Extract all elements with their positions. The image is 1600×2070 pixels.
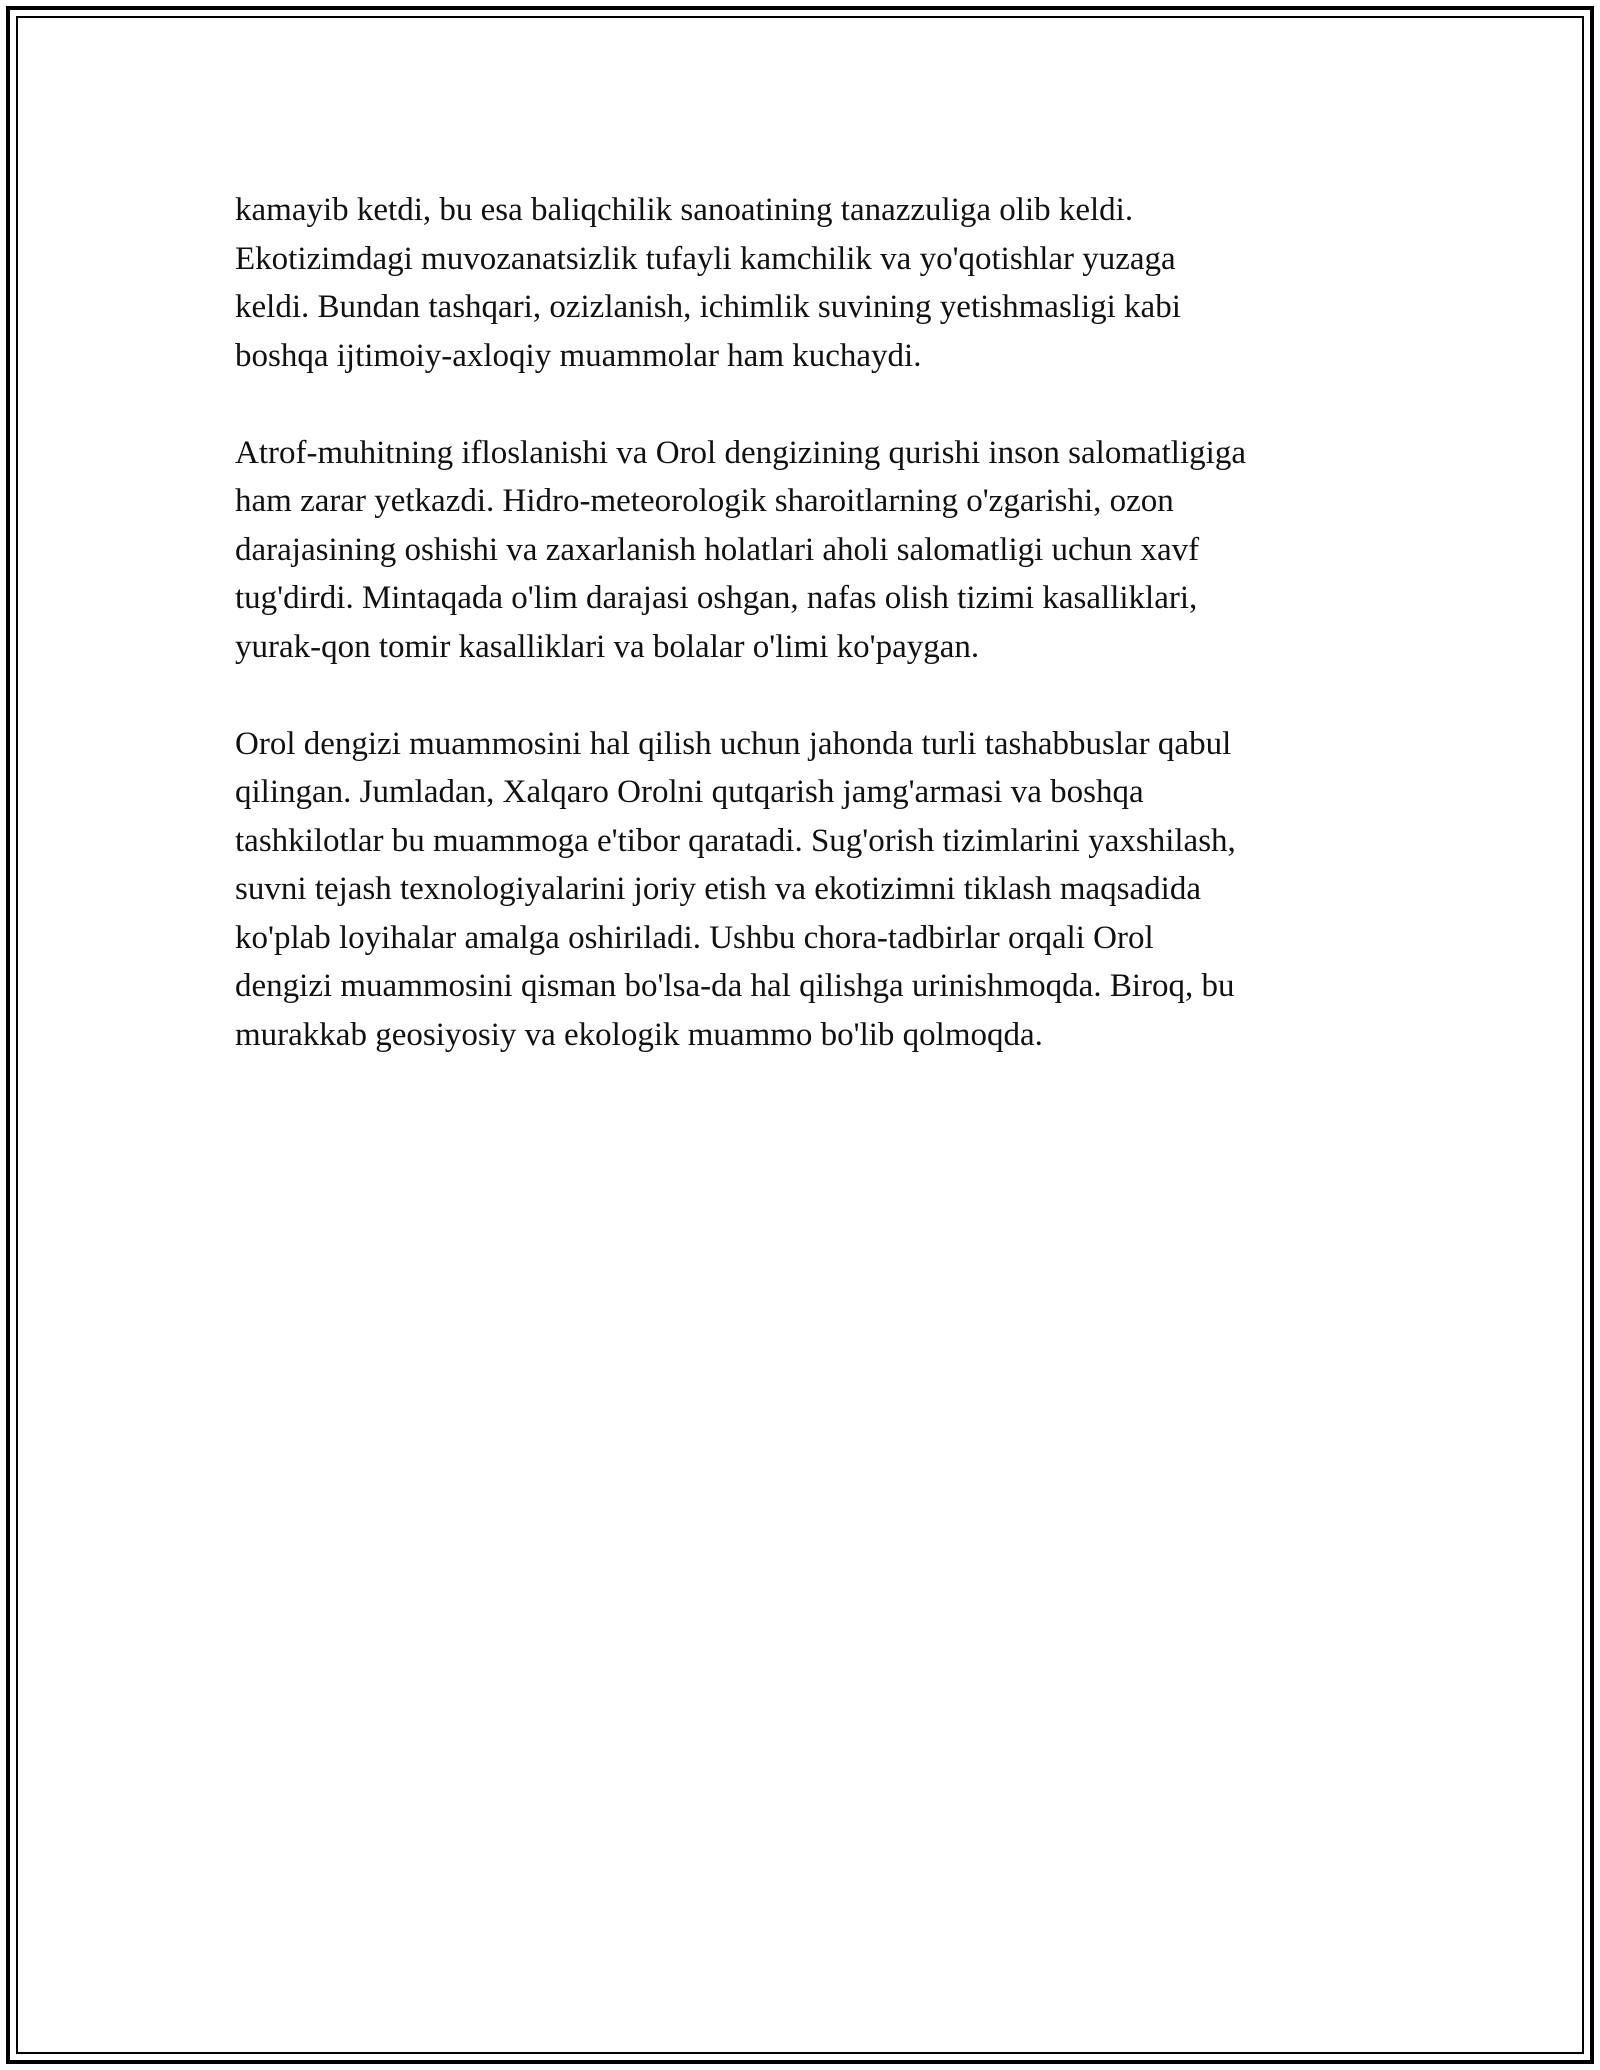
paragraph-3: Orol dengizi muammosini hal qilish uchun jahonda turli tashabbuslar qabul qilingan. Jumladan, Xalqaro Orolni qutqarish jamg'armasi va boshqa tashkilotlar bu muammoga e'tibor qaratadi. Sug'orish tizimlarini yaxshilash, suvni tejash texnologiyalarini joriy etish va ekotizimni tiklash maqsadida ko'plab loyihalar amalga oshiriladi. Ushbu chora-tadbirlar orqali Orol dengizi muammosini qisman bo'lsa-da hal qilishga urinishmoqda. Biroq, bu murakkab geosiyosiy va ekologik muammo bo'lib qolmoqda. (235, 725, 1236, 1053)
document-body (235, 186, 1365, 1108)
paragraph-1: kamayib ketdi, bu esa baliqchilik sanoatining tanazzuliga olib keldi. Ekotizimdagi muvozanatsizlik tufayli kamchilik va yo'qotishlar yuzaga keldi. Bundan tashqari, ozizlanish, ichimlik suvining yetishmasligi kabi boshqa ijtimoiy-axloqiy muammolar ham kuchaydi. (235, 192, 1181, 374)
paragraph-2: Atrof-muhitning ifloslanishi va Orol dengizining qurishi inson salomatligiga ham zarar yetkazdi. Hidro-meteorologik sharoitlarning o'zgarishi, ozon darajasining oshishi va zaxarlanish holatlari aholi salomatligi uchun xavf tug'dirdi. Mintaqada o'lim darajasi oshgan, nafas olish tizimi kasalliklari, yurak-qon tomir kasalliklari va bolalar o'limi ko'paygan. (235, 434, 1246, 665)
